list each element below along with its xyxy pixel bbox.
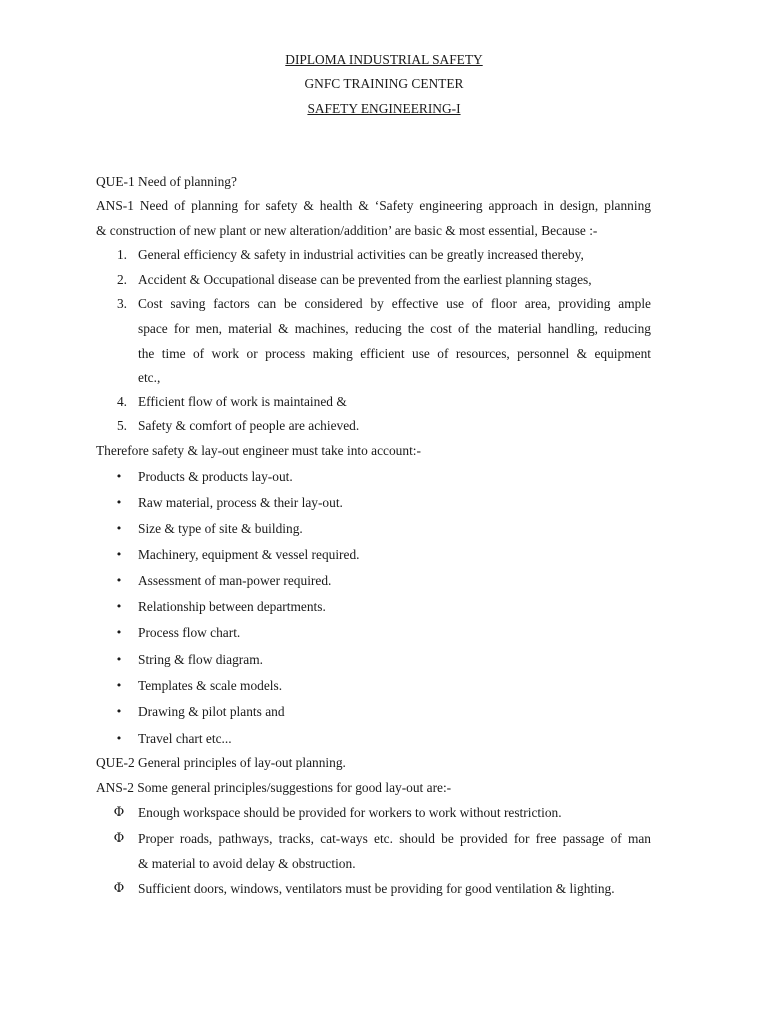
- list-number: 1.: [116, 247, 127, 262]
- phi-bullet-icon: Φ: [113, 805, 125, 820]
- bullet-icon: •: [115, 626, 123, 639]
- phi-bullet-icon: Φ: [113, 881, 125, 896]
- bullet-icon: •: [115, 653, 123, 666]
- bullet-item: Machinery, equipment & vessel required.: [138, 547, 360, 562]
- bullet-icon: •: [115, 548, 123, 561]
- phi-bullet-icon: Φ: [113, 831, 125, 846]
- bullet-item: Products & products lay-out.: [138, 469, 293, 484]
- question-2: QUE-2 General principles of lay-out planning.: [96, 755, 346, 770]
- question-1: QUE-1 Need of planning?: [96, 174, 237, 189]
- bullet-icon: •: [115, 470, 123, 483]
- bullet-item: Templates & scale models.: [138, 678, 283, 693]
- numbered-item-4: Efficient flow of work is maintained &: [138, 394, 347, 409]
- list-number: 2.: [116, 272, 127, 287]
- principle-item-2-line1: Proper roads, pathways, tracks, cat-ways etc. should be provided for free passage of man: [138, 831, 651, 846]
- answer-1-line1: ANS-1 Need of planning for safety & health & ‘Safety engineering approach in design, planning: [96, 198, 651, 213]
- bullet-item: Raw material, process & their lay-out.: [138, 495, 343, 510]
- document-title-line3: SAFETY ENGINEERING-I: [307, 101, 461, 116]
- list-number: 4.: [116, 394, 127, 409]
- principle-item-1: Enough workspace should be provided for workers to work without restriction.: [138, 805, 562, 820]
- numbered-item-5: Safety & comfort of people are achieved.: [138, 418, 360, 433]
- bullet-item: Relationship between departments.: [138, 599, 326, 614]
- numbered-item-1: General efficiency & safety in industrial activities can be greatly increased thereby,: [138, 247, 584, 262]
- therefore-text: Therefore safety & lay-out engineer must take into account:-: [96, 443, 421, 458]
- bullet-icon: •: [115, 705, 123, 718]
- bullet-icon: •: [115, 522, 123, 535]
- list-number: 5.: [116, 418, 127, 433]
- bullet-item: Travel chart etc...: [138, 731, 232, 746]
- numbered-item-2: Accident & Occupational disease can be prevented from the earliest planning stages,: [138, 272, 592, 287]
- bullet-icon: •: [115, 732, 123, 745]
- list-number: 3.: [116, 296, 127, 311]
- bullet-item: Size & type of site & building.: [138, 521, 303, 536]
- numbered-item-3-line3: the time of work or process making efficient use of resources, personnel & equipment: [138, 346, 651, 361]
- document-title-line2: GNFC TRAINING CENTER: [304, 76, 464, 91]
- numbered-item-3-line4: etc.,: [138, 370, 161, 385]
- document-title-line1: DIPLOMA INDUSTRIAL SAFETY: [285, 52, 483, 67]
- answer-2: ANS-2 Some general principles/suggestions for good lay-out are:-: [96, 780, 452, 795]
- bullet-item: Assessment of man-power required.: [138, 573, 332, 588]
- numbered-item-3-line1: Cost saving factors can be considered by effective use of floor area, providing ample: [138, 296, 651, 311]
- numbered-item-3-line2: space for men, material & machines, reducing the cost of the material handling, reducing: [138, 321, 651, 336]
- bullet-icon: •: [115, 679, 123, 692]
- answer-1-line2: & construction of new plant or new alteration/addition’ are basic & most essential, Because :-: [96, 223, 598, 238]
- bullet-item: Process flow chart.: [138, 625, 241, 640]
- bullet-item: String & flow diagram.: [138, 652, 263, 667]
- principle-item-2-line2: & material to avoid delay & obstruction.: [138, 856, 356, 871]
- bullet-icon: •: [115, 600, 123, 613]
- bullet-item: Drawing & pilot plants and: [138, 704, 285, 719]
- bullet-icon: •: [115, 574, 123, 587]
- principle-item-3: Sufficient doors, windows, ventilators must be providing for good ventilation & lighting.: [138, 881, 615, 896]
- bullet-icon: •: [115, 496, 123, 509]
